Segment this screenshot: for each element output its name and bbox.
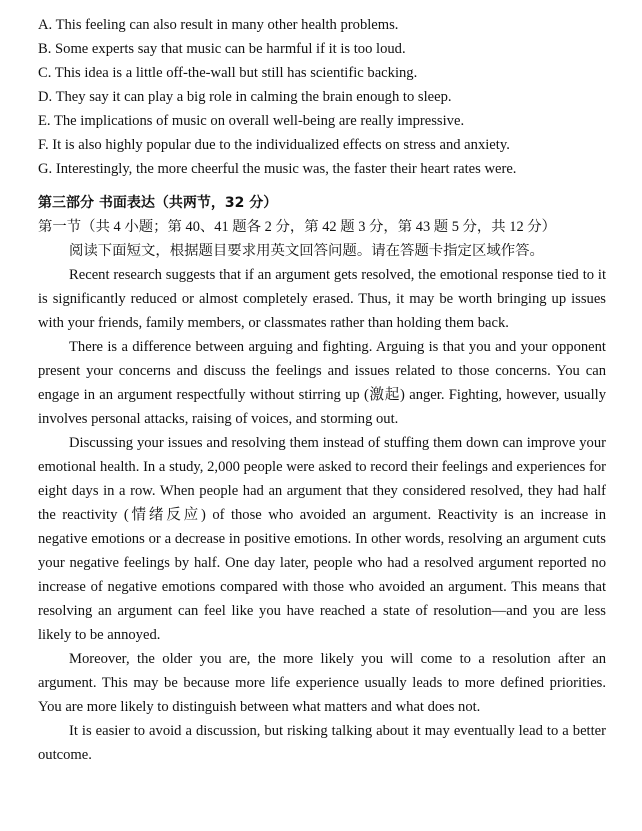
option-d — [38, 85, 606, 109]
option-text: It is also highly popular due to the individualized effects on stress and anxiety. — [52, 137, 510, 153]
document-page — [38, 13, 606, 767]
section-subtitle: 第一节（共 4 小题；第 40、41 题各 2 分，第 42 题 3 分，第 43 题 5 分，共 12 分） — [38, 219, 557, 235]
passage-paragraph: Recent research suggests that if an argument gets resolved, the emotional response tied to it is significantly reduced or almost completely erased. Thus, it may be worth bringing up issues with your friends, family members, or classmates rather than holding them back. — [38, 267, 606, 331]
section-instruction: 阅读下面短文，根据题目要求用英文回答问题。请在答题卡指定区域作答。 — [69, 243, 544, 259]
option-letter: D. — [38, 89, 53, 105]
option-text: This feeling can also result in many other health problems. — [55, 17, 399, 33]
option-f — [38, 133, 606, 157]
section-title: 第三部分 书面表达（共两节，32 分） — [38, 195, 278, 211]
passage-paragraph: It is easier to avoid a discussion, but risking talking about it may eventually lead to a better outcome. — [38, 723, 606, 763]
option-text: The implications of music on overall well-being are really impressive. — [53, 113, 465, 129]
option-text: Interestingly, the more cheerful the music was, the faster their heart rates were. — [55, 161, 517, 177]
option-letter: B. — [38, 41, 52, 57]
option-g — [38, 157, 606, 181]
option-letter: E. — [38, 113, 51, 129]
passage-paragraph: Moreover, the older you are, the more likely you will come to a resolution after an argument. This may be because more life experience usually leads to more defined priorities. You are more likely to distinguish between what matters and what does not. — [38, 651, 606, 715]
option-letter: C. — [38, 65, 52, 81]
option-text: This idea is a little off-the-wall but still has scientific backing. — [54, 65, 418, 81]
passage-paragraph: There is a difference between arguing and fighting. Arguing is that you and your opponent present your concerns and discuss the feelings and issues related to those concerns. You can engage in an argument respectfully without stirring up (激起) anger. Fighting, however, usually involves personal attacks, raising of voices, and storming out. — [38, 339, 606, 427]
option-b — [38, 37, 606, 61]
passage-paragraph: Discussing your issues and resolving them instead of stuffing them down can improve your emotional health. In a study, 2,000 people were asked to record their feelings and experiences for eight days in a row. When people had an argument that they considered resolved, they had half the reactivity (情绪反应) of those who avoided an argument. Reactivity is an increase in negative emotions or a decrease in positive emotions. In other words, resolving an argument cuts your negative feelings by half. One day later, people who had a resolved argument reported no increase of negative emotions compared with those who avoided an argument. This means that resolving an argument can feel like you have reached a state of resolution—and you are less likely to be annoyed. — [38, 435, 606, 643]
option-c — [38, 61, 606, 85]
option-letter: F. — [38, 137, 49, 153]
option-e — [38, 109, 606, 133]
option-letter: G. — [38, 161, 53, 177]
option-letter: A. — [38, 17, 53, 33]
option-a — [38, 13, 606, 37]
option-text: They say it can play a big role in calming the brain enough to sleep. — [55, 89, 452, 105]
option-text: Some experts say that music can be harmful if it is too loud. — [55, 41, 406, 57]
